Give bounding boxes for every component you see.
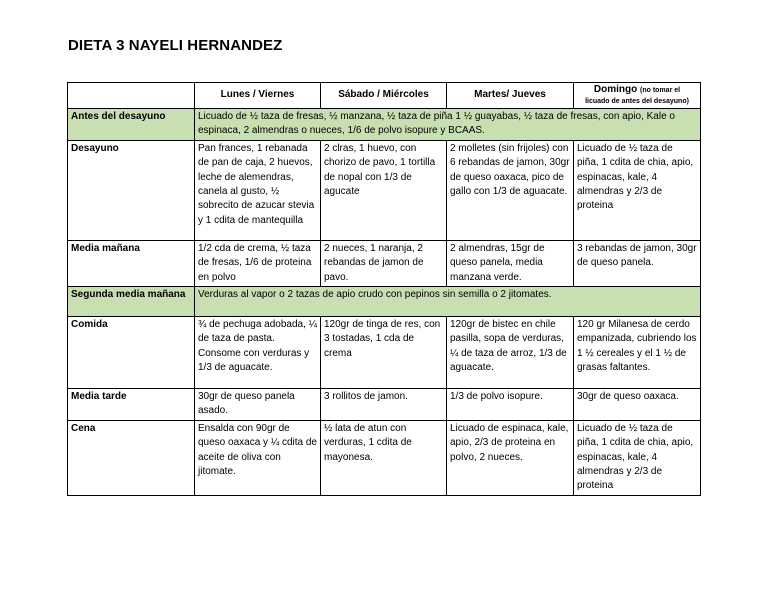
row-label-media-manana: Media mañana xyxy=(68,240,195,286)
table-row xyxy=(68,240,701,286)
row-label-cena: Cena xyxy=(68,420,195,495)
table-row xyxy=(68,109,701,141)
table-row xyxy=(68,287,701,317)
cell-media-tarde-domingo: 30gr de queso oaxaca. xyxy=(574,389,701,421)
cell-comida-lunes: ¾ de pechuga adobada, ¼ de taza de pasta. Consome con verduras y 1/3 de aguacate. xyxy=(195,317,321,389)
cell-media-tarde-lunes: 30gr de queso panela asado. xyxy=(195,389,321,421)
cell-media-manana-martes: 2 almendras, 15gr de queso panela, media manzana verde. xyxy=(447,240,574,286)
header-domingo-note: (no tomar el xyxy=(640,87,681,94)
cell-desayuno-martes: 2 molletes (sin frijoles) con 6 rebandas de jamon, 30gr de queso oaxaca, pico de gallo con 1/3 de aguacate. xyxy=(447,140,574,240)
row-label-comida: Comida xyxy=(68,317,195,389)
table-row xyxy=(68,140,701,240)
header-martes-jueves: Martes/ Jueves xyxy=(447,83,574,109)
cell-cena-martes: Licuado de espinaca, kale, apio, 2/3 de proteina en polvo, 2 nueces. xyxy=(447,420,574,495)
cell-cena-domingo: Licuado de ½ taza de piña, 1 cdita de chia, apio, espinacas, kale, 4 almendras y 2/3 de proteina xyxy=(574,420,701,495)
cell-desayuno-sabado: 2 clras, 1 huevo, con chorizo de pavo, 1 tortilla de nopal con 1/3 de agucate xyxy=(321,140,447,240)
table-row xyxy=(68,389,701,421)
table-row xyxy=(68,317,701,389)
document-title: DIETA 3 NAYELI HERNANDEZ xyxy=(68,37,283,54)
cell-antes-desayuno: Licuado de ½ taza de fresas, ½ manzana, ½ taza de piña 1 ½ guayabas, ½ taza de fresas, con apio, Kale o espinaca, 2 almendras o nueces, 1/6 de polvo isopure y BCAAS. xyxy=(195,109,701,141)
header-domingo-note-line2: licuado de antes del desayuno) xyxy=(585,98,689,105)
header-domingo-label: Domingo xyxy=(593,84,638,95)
row-label-media-tarde: Media tarde xyxy=(68,389,195,421)
cell-comida-domingo: 120 gr Milanesa de cerdo empanizada, cubriendo los 1 ½ cereales y el 1 ½ de grasas faltantes. xyxy=(574,317,701,389)
cell-media-manana-sabado: 2 nueces, 1 naranja, 2 rebandas de jamon de pavo. xyxy=(321,240,447,286)
cell-media-tarde-sabado: 3 rollitos de jamon. xyxy=(321,389,447,421)
cell-desayuno-domingo: Licuado de ½ taza de piña, 1 cdita de chia, apio, espinacas, kale, 4 almendras y 2/3 de proteina xyxy=(574,140,701,240)
diet-table xyxy=(67,82,701,496)
cell-media-manana-domingo: 3 rebandas de jamon, 30gr de queso panela. xyxy=(574,240,701,286)
cell-cena-sabado: ½ lata de atun con verduras, 1 cdita de mayonesa. xyxy=(321,420,447,495)
row-label-segunda-media-manana: Segunda media mañana xyxy=(68,287,195,317)
table-row xyxy=(68,420,701,495)
header-domingo xyxy=(574,83,701,109)
header-empty-cell xyxy=(68,83,195,109)
header-lunes-viernes: Lunes / Viernes xyxy=(195,83,321,109)
row-label-antes-desayuno: Antes del desayuno xyxy=(68,109,195,141)
header-sabado-miercoles: Sábado / Miércoles xyxy=(321,83,447,109)
cell-comida-sabado: 120gr de tinga de res, con 3 tostadas, 1 cda de crema xyxy=(321,317,447,389)
row-label-desayuno: Desayuno xyxy=(68,140,195,240)
cell-desayuno-lunes: Pan frances, 1 rebanada de pan de caja, 2 huevos, leche de alemendras, canela al gusto, ½ sobrecito de azucar stevia y 1 cdita de mantequilla xyxy=(195,140,321,240)
cell-media-manana-lunes: 1/2 cda de crema, ½ taza de fresas, 1/6 de proteina en polvo xyxy=(195,240,321,286)
table-header-row xyxy=(68,83,701,109)
cell-comida-martes: 120gr de bistec en chile pasilla, sopa de verduras, ¼ de taza de arroz, 1/3 de aguacate. xyxy=(447,317,574,389)
cell-cena-lunes: Ensalda con 90gr de queso oaxaca y ¼ cdita de aceite de oliva con jitomate. xyxy=(195,420,321,495)
cell-segunda-media-manana: Verduras al vapor o 2 tazas de apio crudo con pepinos sin semilla o 2 jitomates. xyxy=(195,287,701,317)
cell-media-tarde-martes: 1/3 de polvo isopure. xyxy=(447,389,574,421)
